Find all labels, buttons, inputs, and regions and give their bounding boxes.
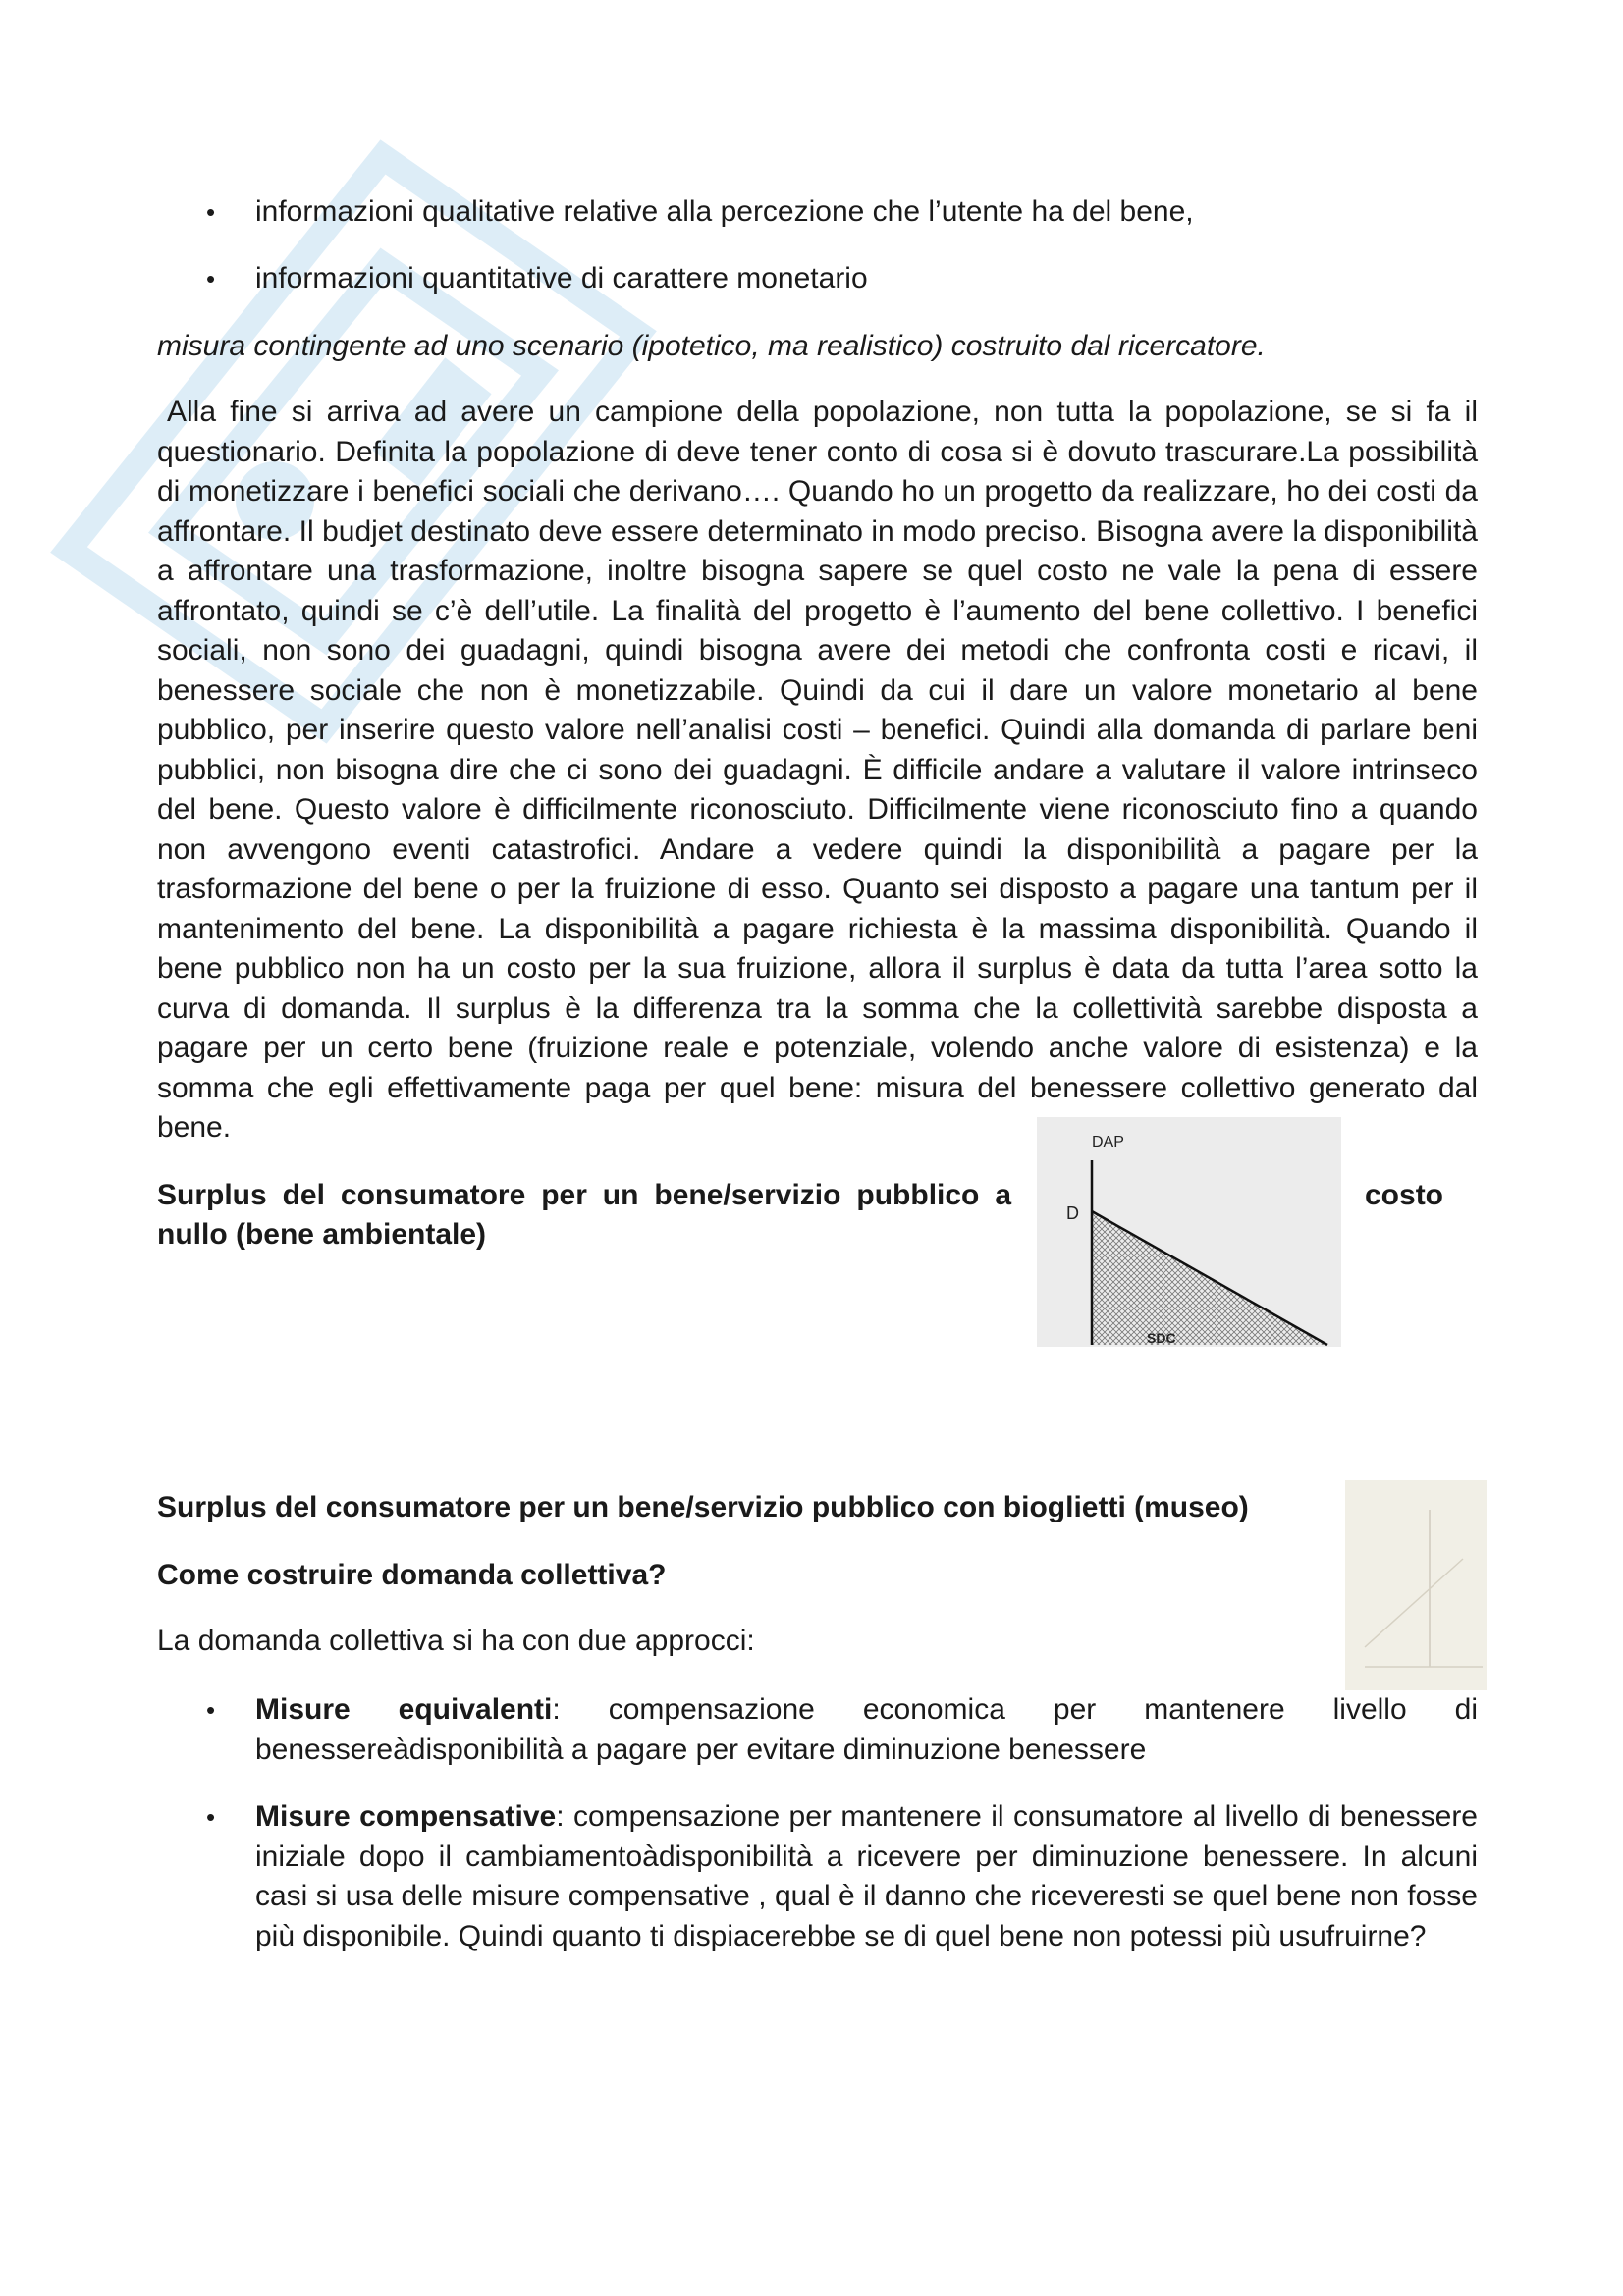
museum-surplus-image xyxy=(1345,1480,1487,1690)
bullet-list-info xyxy=(157,192,1478,233)
body-paragraph: Alla fine si arriva ad avere un campione della popolazione, non tutta la popolazione, se si fa il questionario. Definita la popolazione di deve tener conto di cosa si è dovuto trascurare.La possibilità di monetizzare i benefici sociali che derivano…. Quando ho un progetto da realizzare, ho dei costi da affrontare. Il budjet destinato deve essere determinato in modo preciso. Bisogna avere la disponibilità a affrontare una trasformazione, inoltre bisogna sapere se quel costo ne vale la pena di essere affrontato, quindi se c’è dell’utile. La finalità del progetto è l’aumento del bene collettivo. I benefici sociali, non sono dei guadagni, quindi bisogna avere dei metodi che confronta costi e ricavi, il benessere sociale che non è monetizzabile. Quindi da cui il dare un valore monetario al bene pubblico, per inserire questo valore nell’analisi costi – benefici. Quindi alla domanda di parlare beni pubblici, non bisogna dire che ci sono dei guadagni. È difficile andare a valutare il valore intrinseco del bene. Questo valore è difficilmente riconosciuto. Difficilmente viene riconosciuto fino a quando non avvengono eventi catastrofici. Andare a vedere quindi la disponibilità a pagare per la trasformazione del bene o per la fruizione di esso. Quanto sei disposto a pagare una tantum per il mantenimento del bene. La disponibilità a pagare richiesta è la massima disponibilità. Quando il bene pubblico non ha un costo per la sua fruizione, allora il surplus è data da tutta l’area sotto la curva di domanda. Il surplus è la differenza tra la somma che la collettività sarebbe disposta a pagare per un certo bene (fruizione reale e potenziale, volendo anche valore di esistenza) e la somma che egli effettivamente paga per quel bene: misura del benessere collettivo generato dal bene. xyxy=(157,396,1478,1144)
area-label: SDC xyxy=(1147,1330,1176,1346)
compensative-text: : compensazione per mantenere il consumatore al livello di benessere iniziale dopo il cambiamentoàdisponibilità a ricevere per diminuzione benessere. In alcuni casi si usa delle misure compensative , qual è il danno che riceveresti se quel bene non fosse più disponibile. Quindi quanto ti dispiacerebbe se di quel bene non potessi più usufruirne? xyxy=(255,1800,1478,1952)
surplus-heading-1-part-c: nullo (bene ambientale) xyxy=(157,1218,487,1251)
y-axis-label: DAP xyxy=(1092,1134,1124,1150)
list-item: • informazioni quantitative di carattere monetario xyxy=(157,259,1478,299)
surplus-heading-1-part-b: costo xyxy=(1365,1179,1444,1211)
surplus-diagram xyxy=(1037,1117,1341,1347)
intro-text: La domanda collettiva si ha con due approcci: xyxy=(157,1625,755,1657)
surplus-diagram-svg xyxy=(1037,1117,1341,1347)
surplus-heading-1-part-a: Surplus del consumatore per un bene/servizio pubblico a xyxy=(157,1179,1011,1211)
list-item xyxy=(157,1690,1478,1770)
section-heading: Come costruire domanda collettiva? xyxy=(157,1559,667,1591)
equivalent-text-1: : compensazione economica per mantenere livello di xyxy=(552,1693,1478,1726)
equivalent-text-2: benessereàdisponibilità a pagare per evitare diminuzione benessere xyxy=(255,1733,1147,1766)
term-compensative: Misure compensative xyxy=(255,1800,557,1833)
surplus-heading-2: Surplus del consumatore per un bene/servizio pubblico con bioglietti (museo) xyxy=(157,1491,1249,1523)
term-equivalent: Misure equivalenti xyxy=(255,1693,553,1726)
bullet-list-info-2 xyxy=(157,259,1478,299)
measure-list-compensative xyxy=(157,1797,1478,1956)
list-item xyxy=(157,1797,1478,1956)
equivalent-line-1 xyxy=(255,1690,1478,1731)
italic-note: misura contingente ad uno scenario (ipotetico, ma realistico) costruito dal ricercatore. xyxy=(157,330,1266,362)
measure-list-equivalent xyxy=(157,1690,1478,1770)
list-item: • informazioni qualitative relative alla percezione che l’utente ha del bene, xyxy=(157,192,1478,233)
intercept-label: D xyxy=(1066,1203,1079,1223)
museum-surplus-svg xyxy=(1345,1480,1487,1690)
